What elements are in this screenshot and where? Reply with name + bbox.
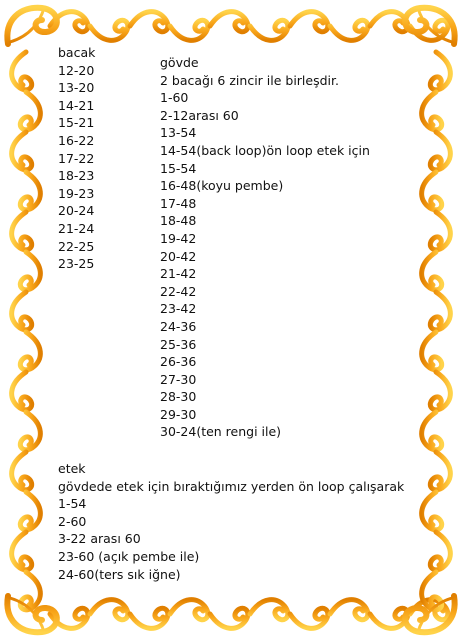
etek-row: 24-60(ters sık iğne) [58, 566, 181, 582]
govde-row: 18-48 [160, 213, 197, 229]
govde-row: 23-42 [160, 301, 197, 317]
bacak-row: 23-25 [58, 256, 95, 272]
bacak-row: 15-21 [58, 115, 95, 131]
etek-row: 1-54 [58, 496, 87, 512]
bacak-row: 21-24 [58, 220, 95, 236]
etek-title: etek [58, 461, 86, 476]
etek-section [58, 460, 404, 583]
bacak-row: 17-22 [58, 150, 95, 166]
govde-row: 16-48(koyu pembe) [160, 178, 284, 194]
frame-right-border [422, 52, 451, 610]
govde-row: 27-30 [160, 371, 197, 387]
govde-row: 30-24(ten rengi ile) [160, 424, 282, 440]
govde-row: 19-42 [160, 230, 197, 246]
etek-row: 23-60 (açık pembe ile) [58, 548, 200, 564]
govde-row: 25-36 [160, 336, 197, 352]
govde-row: 14-54(back loop)ön loop etek için [160, 142, 370, 158]
govde-section [160, 54, 370, 441]
bacak-row: 19-23 [58, 185, 95, 201]
frame-top-border [50, 12, 448, 41]
govde-row: 13-54 [160, 125, 197, 141]
bacak-row: 18-23 [58, 168, 95, 184]
govde-row: 29-30 [160, 406, 197, 422]
bacak-row: 22-25 [58, 238, 95, 254]
govde-row: 26-36 [160, 354, 197, 370]
govde-row: 2 bacağı 6 zincir ile birleşdir. [160, 72, 339, 88]
govde-row: 17-48 [160, 195, 197, 211]
govde-row: 20-42 [160, 248, 197, 264]
frame-bottom-border [50, 600, 448, 629]
govde-row: 24-36 [160, 318, 197, 334]
govde-row: 28-30 [160, 389, 197, 405]
bacak-row: 20-24 [58, 203, 95, 219]
bacak-row: 12-20 [58, 62, 95, 78]
frame-left-border [12, 52, 41, 610]
bacak-row: 13-20 [58, 80, 95, 96]
govde-row: 2-12arası 60 [160, 107, 239, 123]
govde-title: gövde [160, 55, 199, 70]
bacak-title: bacak [58, 45, 96, 60]
bacak-section [58, 44, 95, 273]
etek-row: gövdede etek için bıraktığımız yerden ön loop çalışarak [58, 478, 405, 494]
govde-row: 22-42 [160, 283, 197, 299]
etek-row: 2-60 [58, 513, 87, 529]
govde-row: 15-54 [160, 160, 197, 176]
bacak-row: 16-22 [58, 132, 95, 148]
bacak-row: 14-21 [58, 97, 95, 113]
govde-row: 21-42 [160, 266, 197, 282]
etek-row: 3-22 arası 60 [58, 531, 141, 547]
govde-row: 1-60 [160, 90, 189, 106]
